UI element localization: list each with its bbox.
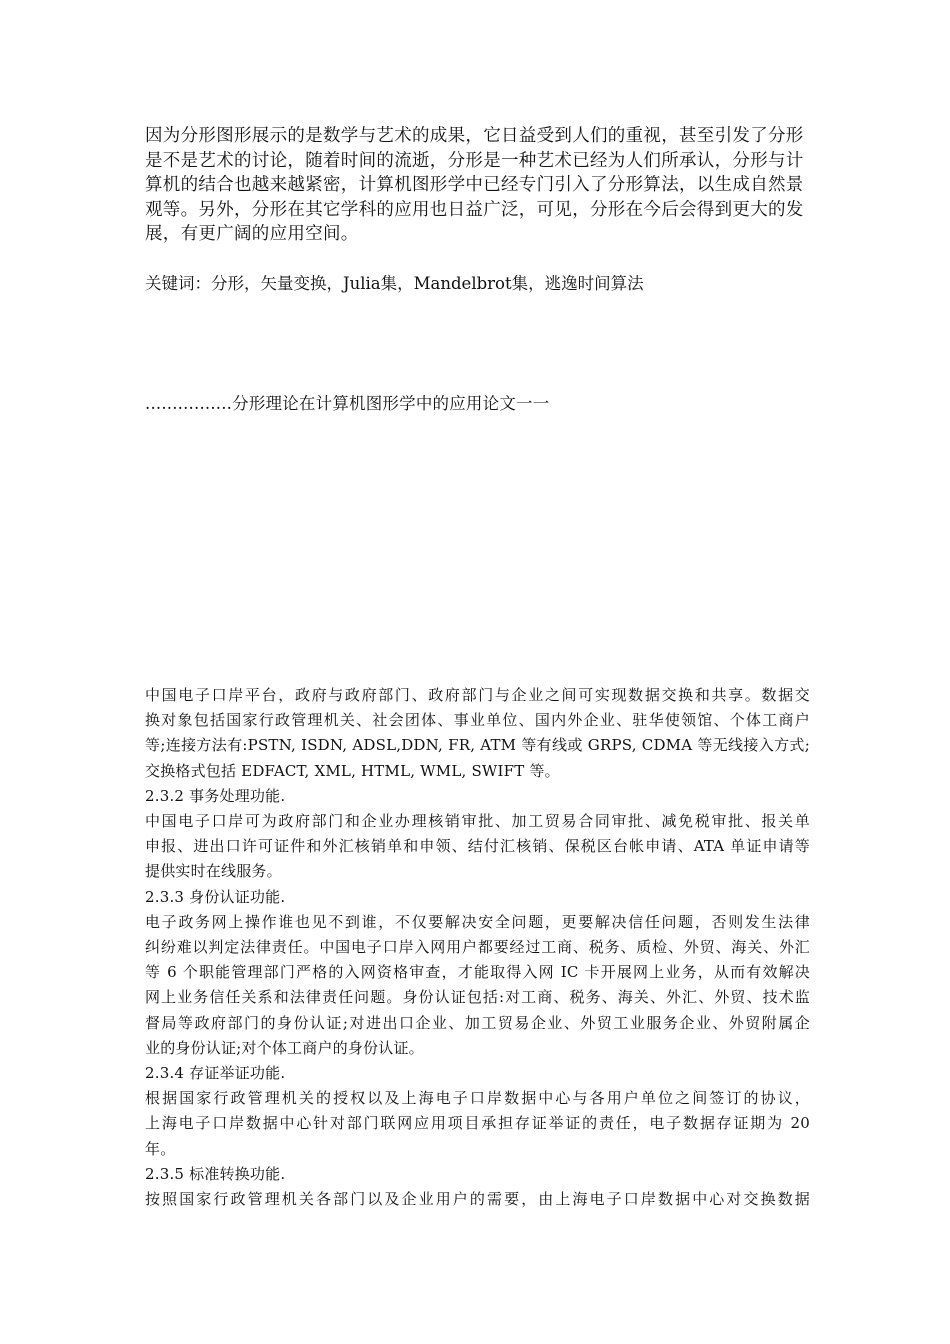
body-line: 年。 <box>145 1139 176 1158</box>
keywords-line: 关键词：分形，矢量变换，Julia集，Mandelbrot集，逃逸时间算法 <box>145 274 644 293</box>
body-line: 上海电子口岸数据中心针对部门联网应用项目承担存证举证的责任，电子数据存证期为 20 <box>145 1114 810 1133</box>
section-heading: 2.3.3 身份认证功能. <box>145 887 286 906</box>
article-title-line: ................分形理论在计算机图形学中的应用论文一一 <box>145 394 550 413</box>
section-heading: 2.3.2 事务处理功能. <box>145 786 286 805</box>
body-line: 网上业务信任关系和法律责任问题。身份认证包括:对工商、税务、海关、外汇、外贸、技术监 <box>145 988 810 1007</box>
body-line: 督局等政府部门的身份认证;对进出口企业、加工贸易企业、外贸工业服务企业、外贸附属企 <box>145 1013 810 1032</box>
body-line: 中国电子口岸可为政府部门和企业办理核销审批、加工贸易合同审批、减免税审批、报关单 <box>145 812 810 831</box>
body-line: 换对象包括国家行政管理机关、社会团体、事业单位、国内外企业、驻华使领馆、个体工商户 <box>145 711 810 730</box>
body-text <box>145 683 810 1212</box>
body-line: 纠纷难以判定法律责任。中国电子口岸入网用户都要经过工商、税务、质检、外贸、海关、外汇 <box>145 938 810 957</box>
body-line: 电子政务网上操作谁也见不到谁，不仅要解决安全问题，更要解决信任问题，否则发生法律 <box>145 912 810 931</box>
abstract-paragraph <box>145 124 810 247</box>
body-line: 提供实时在线服务。 <box>145 862 282 881</box>
body-line: 按照国家行政管理机关各部门以及企业用户的需要，由上海电子口岸数据中心对交换数据 <box>145 1190 810 1209</box>
body-line: 业的身份认证;对个体工商户的身份认证。 <box>145 1038 424 1057</box>
abstract-text: 因为分形图形展示的是数学与艺术的成果，它日益受到人们的重视，甚至引发了分形是不是艺术的讨论，随着时间的流逝，分形是一种艺术已经为人们所承认，分形与计算机的结合也越来越紧密，计算机图形学中已经专门引入了分形算法，以生成自然景观等。另外，分形在其它学科的应用也日益广泛，可见，分形在今后会得到更大的发展，有更广阔的应用空间。 <box>145 126 804 244</box>
body-line: 等 6 个职能管理部门严格的入网资格审查，才能取得入网 IC 卡开展网上业务，从而有效解决 <box>145 963 810 982</box>
body-line: 交换格式包括 EDFACT, XML, HTML, WML, SWIFT 等。 <box>145 761 560 780</box>
section-heading: 2.3.4 存证举证功能. <box>145 1064 286 1083</box>
body-line: 中国电子口岸平台，政府与政府部门、政府部门与企业之间可实现数据交换和共享。数据交 <box>145 686 810 704</box>
body-line: 等;连接方法有:PSTN, ISDN, ADSL,DDN, FR, ATM 等有线或 GRPS, CDMA 等无线接入方式; <box>145 736 810 755</box>
section-heading: 2.3.5 标准转换功能. <box>145 1164 286 1183</box>
body-line: 申报、进出口许可证件和外汇核销单和申领、结付汇核销、保税区台帐申请、ATA 单证申请等 <box>145 837 810 856</box>
body-line: 根据国家行政管理机关的授权以及上海电子口岸数据中心与各用户单位之间签订的协议， <box>145 1089 810 1108</box>
